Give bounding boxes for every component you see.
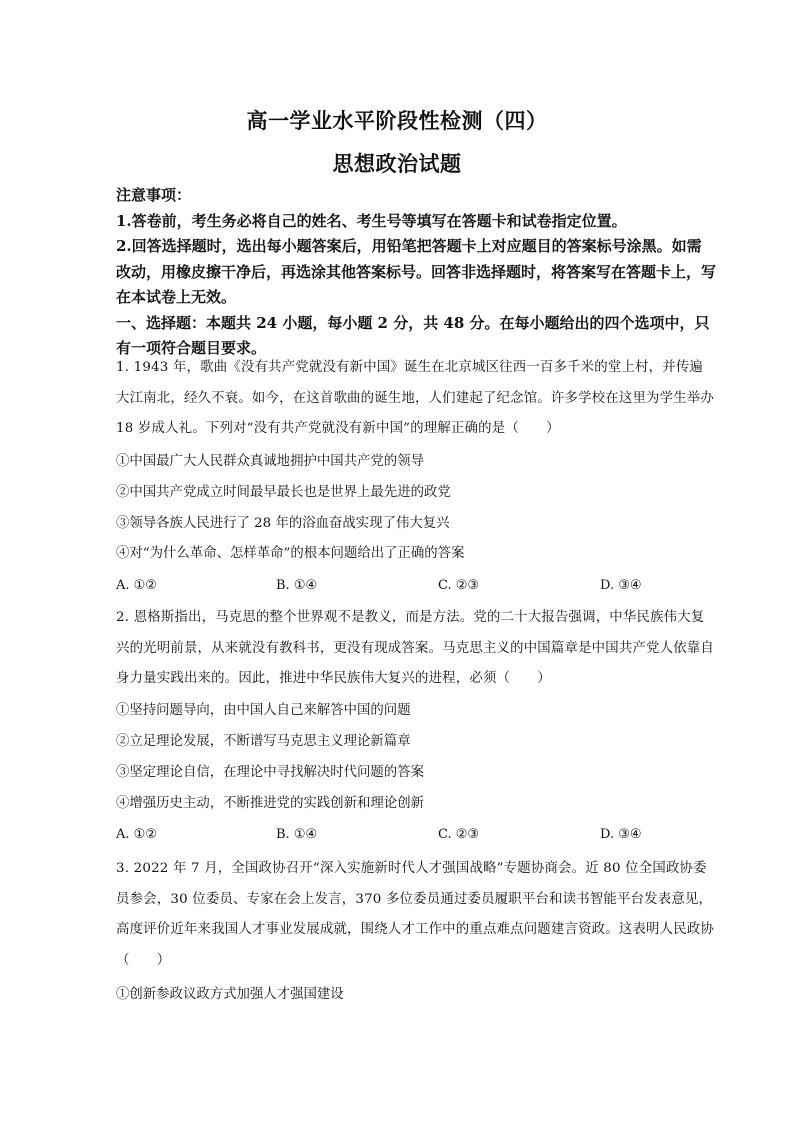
choice-a: A. ①② xyxy=(116,827,157,842)
question-stem-text: 3. 2022 年 7 月，全国政协召开“深入实施新时代人才强国战略”专题协商会。近 80 位全国政协委员参会，30 位委员、专家在会上发言，370 多位委员通过委员履职平台和读书智能平台发表意见，高度评价近年来我国人才事业发展成就，围绕人才工作中的重点难点问题建言资政。这表明人民政协（ ） xyxy=(116,861,714,968)
notice-item-1: 1.答卷前，考生务必将自己的姓名、考生号等填写在答题卡和试卷指定位置。 xyxy=(116,211,627,230)
choice-c: C. ②③ xyxy=(438,827,480,842)
notice-block xyxy=(116,183,716,362)
question-stem-text: 2. 恩格斯指出，马克思的整个世界观不是教义，而是方法。党的二十大报告强调，中华民族伟大复兴的光明前景，从来就没有教科书，更没有现成答案。马克思主义的中国篇章是中国共产党人依靠自身力量实践出来的。因此，推进中华民族伟大复兴的进程，必须（ ） xyxy=(116,610,714,686)
choice-b: B. ①④ xyxy=(276,827,318,842)
question-2-option-3: ③坚定理论自信，在理论中寻找解决时代问题的答案 xyxy=(116,765,424,780)
question-3-option-1: ①创新参政议政方式加强人才强国建设 xyxy=(116,987,344,1002)
page-title: 高一学业水平阶段性检测（四） xyxy=(246,108,548,133)
choice-b: B. ①④ xyxy=(276,578,318,593)
notice-heading: 注意事项： xyxy=(116,186,192,204)
question-1-choices xyxy=(116,578,676,598)
question-1-option-1: ①中国最广大人民群众真诚地拥护中国共产党的领导 xyxy=(116,454,424,469)
question-stem-text: 1. 1943 年，歌曲《没有共产党就没有新中国》诞生在北京城区往西一百多千米的堂上村，并传遍大江南北，经久不衰。如今，在这首歌曲的诞生地，人们建起了纪念馆。许多学校在这里为学生举办 18 岁成人礼。下列对“没有共产党就没有新中国”的理解正确的是（ ） xyxy=(116,360,714,436)
question-1-option-2: ②中国共产党成立时间最早最长也是世界上最先进的政党 xyxy=(116,485,451,500)
choice-d: D. ③④ xyxy=(600,827,642,842)
question-2-option-4: ④增强历史主动，不断推进党的实践创新和理论创新 xyxy=(116,796,424,811)
notice-item-2: 2.回答选择题时，选出每小题答案后，用铅笔把答题卡上对应题目的答案标号涂黑。如需改动，用橡皮擦干净后，再选涂其他答案标号。回答非选择题时，将答案写在答题卡上，写在本试卷上无效。 xyxy=(116,237,717,306)
question-1-stem xyxy=(116,353,716,445)
choice-a: A. ①② xyxy=(116,578,157,593)
question-1-option-3: ③领导各族人民进行了 28 年的浴血奋战实现了伟大复兴 xyxy=(116,516,450,531)
choice-d: D. ③④ xyxy=(600,578,642,593)
question-2-option-2: ②立足理论发展，不断谱写马克思主义理论新篇章 xyxy=(116,734,411,749)
question-3-stem xyxy=(116,854,716,976)
question-2-choices xyxy=(116,827,676,847)
page-subtitle: 思想政治试题 xyxy=(332,151,462,176)
choice-c: C. ②③ xyxy=(438,578,480,593)
question-2-option-1: ①坚持问题导向，由中国人自己来解答中国的问题 xyxy=(116,703,411,718)
section-heading: 一、选择题：本题共 24 小题，每小题 2 分，共 48 分。在每小题给出的四个选项中，只有一项符合题目要求。 xyxy=(116,313,710,357)
question-2-stem xyxy=(116,603,716,695)
question-1-option-4: ④对“为什么革命、怎样革命”的根本问题给出了正确的答案 xyxy=(116,546,465,561)
